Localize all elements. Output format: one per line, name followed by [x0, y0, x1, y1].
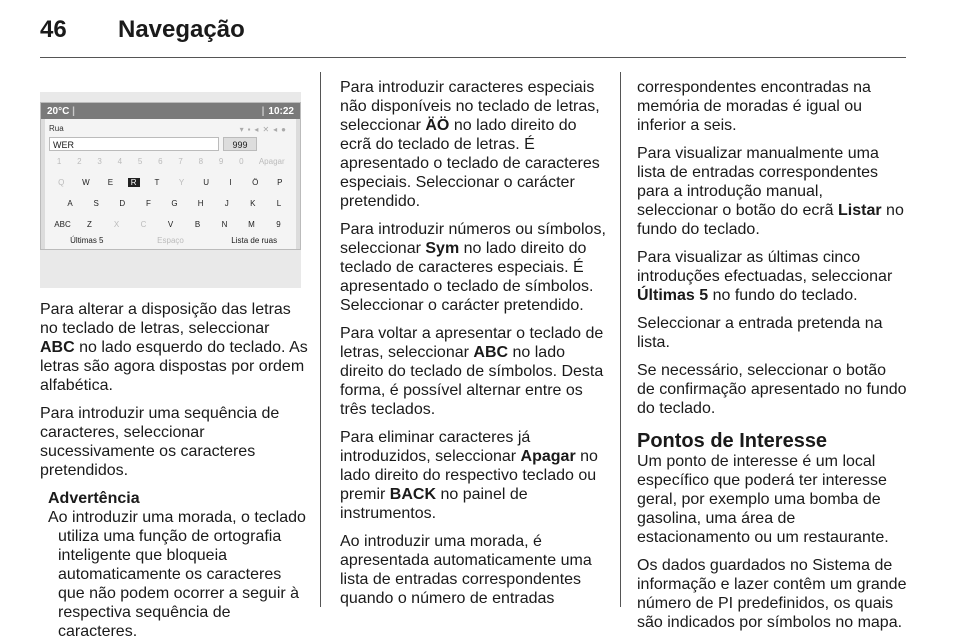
text: Para alterar a disposição das letras no teclado de letras, seleccionar	[40, 301, 291, 337]
key[interactable]: D	[119, 199, 126, 208]
key[interactable]: P	[277, 178, 283, 187]
text: no fundo do teclado.	[708, 287, 858, 304]
street-list-button[interactable]: Lista de ruas	[231, 236, 278, 245]
key[interactable]: 1	[56, 157, 62, 166]
letter-row-3	[49, 220, 292, 229]
key[interactable]: B	[194, 220, 201, 229]
key[interactable]: Q	[58, 178, 65, 187]
text: no lado direito do teclado de caracteres especiais. É apresentado o teclado de símbolos. Seleccionar o carácter pretendido.	[340, 240, 594, 314]
letter-row-1	[49, 178, 292, 187]
key[interactable]: 6	[158, 157, 163, 166]
page-header	[40, 16, 245, 44]
text: no lado direito do ecrã do teclado de letras. É apresentado o teclado de caracteres especiais. Seleccionar o carácter pretendido.	[340, 117, 600, 210]
key[interactable]: 2	[77, 157, 82, 166]
paragraph: Para introduzir uma sequência de caracteres, seleccionar sucessivamente os caracteres pretendidos.	[40, 405, 280, 479]
key[interactable]: 7	[178, 157, 183, 166]
key[interactable]: 8	[198, 157, 204, 166]
column-2	[340, 78, 608, 617]
column-divider-1	[320, 72, 321, 607]
text: Para visualizar as últimas cinco introduções efectuadas, seleccionar	[637, 249, 893, 285]
key[interactable]: V	[167, 220, 174, 229]
bold-term: Sym	[425, 240, 460, 257]
column-3	[637, 78, 907, 641]
key[interactable]: L	[276, 199, 282, 208]
delete-key[interactable]: Apagar	[258, 157, 285, 166]
text: no fundo do teclado.	[637, 202, 904, 238]
paragraph: correspondentes encontradas na memória de moradas é igual ou inferior a seis.	[637, 79, 871, 134]
paragraph	[637, 144, 907, 239]
paragraph: Ao introduzir uma morada, é apresentada automaticamente uma lista de entradas correspondentes quando o número de entradas	[340, 533, 592, 607]
note-text: Ao introduzir uma morada, o teclado utiliza uma função de ortografia inteligente que bloqueia automaticamente os caracteres que não podem ocorrer a seguir à respectiva sequência de caracteres.	[48, 509, 306, 640]
bold-term: ABC	[40, 339, 75, 356]
key[interactable]: 9	[218, 157, 224, 166]
column-1	[40, 300, 308, 641]
key[interactable]: T	[154, 178, 160, 187]
key[interactable]: U	[203, 178, 209, 187]
note-box	[48, 489, 308, 641]
abc-key[interactable]: ABC	[54, 220, 71, 229]
header-rule	[40, 57, 906, 58]
paragraph	[340, 78, 608, 211]
key[interactable]: Y	[178, 178, 185, 187]
key[interactable]: Z	[87, 220, 92, 229]
text: no lado direito do teclado de símbolos. Desta forma, é possível alternar entre os três teclados.	[340, 344, 604, 418]
key[interactable]: 4	[117, 157, 123, 166]
bold-term: ABC	[473, 344, 509, 361]
paragraph	[40, 300, 308, 395]
keyboard-screenshot	[40, 92, 301, 288]
key[interactable]: 0	[239, 157, 244, 166]
text: Para voltar a apresentar o teclado de letras, seleccionar	[340, 325, 604, 361]
key[interactable]: C	[140, 220, 147, 229]
bold-term: Apagar	[520, 448, 576, 465]
key[interactable]: Ö	[252, 178, 259, 187]
section-heading: Pontos de Interesse	[637, 430, 828, 452]
key[interactable]: E	[107, 178, 114, 187]
text: Para visualizar manualmente uma lista de entradas correspondentes para a introdução manual, seleccionar o botão do ecrã	[637, 145, 879, 219]
text: no lado direito do respectivo teclado ou premir	[340, 448, 598, 503]
paragraph	[340, 428, 608, 523]
bold-term: Listar	[838, 202, 882, 219]
status-bar: 20°C | | 10:22	[41, 103, 300, 119]
page-number: 46	[40, 16, 67, 43]
key[interactable]: M	[248, 220, 255, 229]
text: Para eliminar caracteres já introduzidos, seleccionar	[340, 429, 531, 465]
paragraph: Seleccionar a entrada pretenda na lista.	[637, 315, 883, 351]
temperature: 20°C	[47, 105, 70, 117]
keyboard-bottom-bar	[45, 236, 296, 245]
clock: 10:22	[268, 105, 294, 117]
text: no painel de instrumentos.	[340, 486, 528, 522]
bold-term: ÄÖ	[425, 117, 450, 134]
address-input[interactable]: WER	[49, 137, 219, 151]
key[interactable]: 5	[137, 157, 143, 166]
key[interactable]: 9	[276, 220, 281, 229]
key[interactable]: X	[113, 220, 120, 229]
bold-term: BACK	[389, 486, 436, 503]
key[interactable]: N	[221, 220, 228, 229]
key[interactable]: K	[250, 199, 256, 208]
match-count: 999	[223, 137, 257, 151]
text: no lado esquerdo do teclado. As letras são agora dispostas por ordem alfabética.	[40, 339, 308, 394]
paragraph: Os dados guardados no Sistema de informação e lazer contêm um grande número de PI predefinidos, os quais são indicados por símbolos no mapa.	[637, 557, 907, 631]
paragraph: Se necessário, seleccionar o botão de confirmação apresentado no fundo do teclado.	[637, 362, 907, 417]
key[interactable]: G	[171, 199, 178, 208]
space-button[interactable]: Espaço	[157, 236, 184, 245]
key[interactable]: S	[93, 199, 99, 208]
field-label: Rua	[49, 124, 64, 133]
paragraph	[340, 324, 608, 419]
recent-5-button[interactable]: Últimas 5	[70, 236, 104, 245]
text: Para introduzir números ou símbolos, seleccionar	[340, 221, 606, 257]
letter-row-2	[57, 199, 292, 208]
key[interactable]: W	[82, 178, 90, 187]
paragraph: Um ponto de interesse é um local específico que poderá ter interesse geral, por exemplo uma bomba de gasolina, uma área de estacionamento ou um restaurante.	[637, 453, 889, 546]
page-title: Navegação	[118, 16, 245, 43]
key-selected[interactable]: R	[128, 178, 140, 187]
text: Para introduzir caracteres especiais não disponíveis no teclado de letras, seleccionar	[340, 79, 600, 134]
key[interactable]: I	[229, 178, 232, 187]
digit-row	[49, 157, 292, 166]
status-icons: ▾▪◂✕◂●	[239, 125, 290, 134]
key[interactable]: A	[67, 199, 73, 208]
column-divider-2	[620, 72, 621, 607]
key[interactable]: H	[197, 199, 204, 208]
key[interactable]: F	[145, 199, 151, 208]
paragraph	[637, 248, 907, 305]
display-screen	[40, 102, 301, 250]
bold-term: Últimas 5	[637, 287, 709, 304]
note-title: Advertência	[48, 490, 140, 507]
key[interactable]: J	[224, 199, 229, 208]
paragraph	[340, 220, 608, 315]
key[interactable]: 3	[97, 157, 102, 166]
keyboard	[45, 119, 296, 249]
